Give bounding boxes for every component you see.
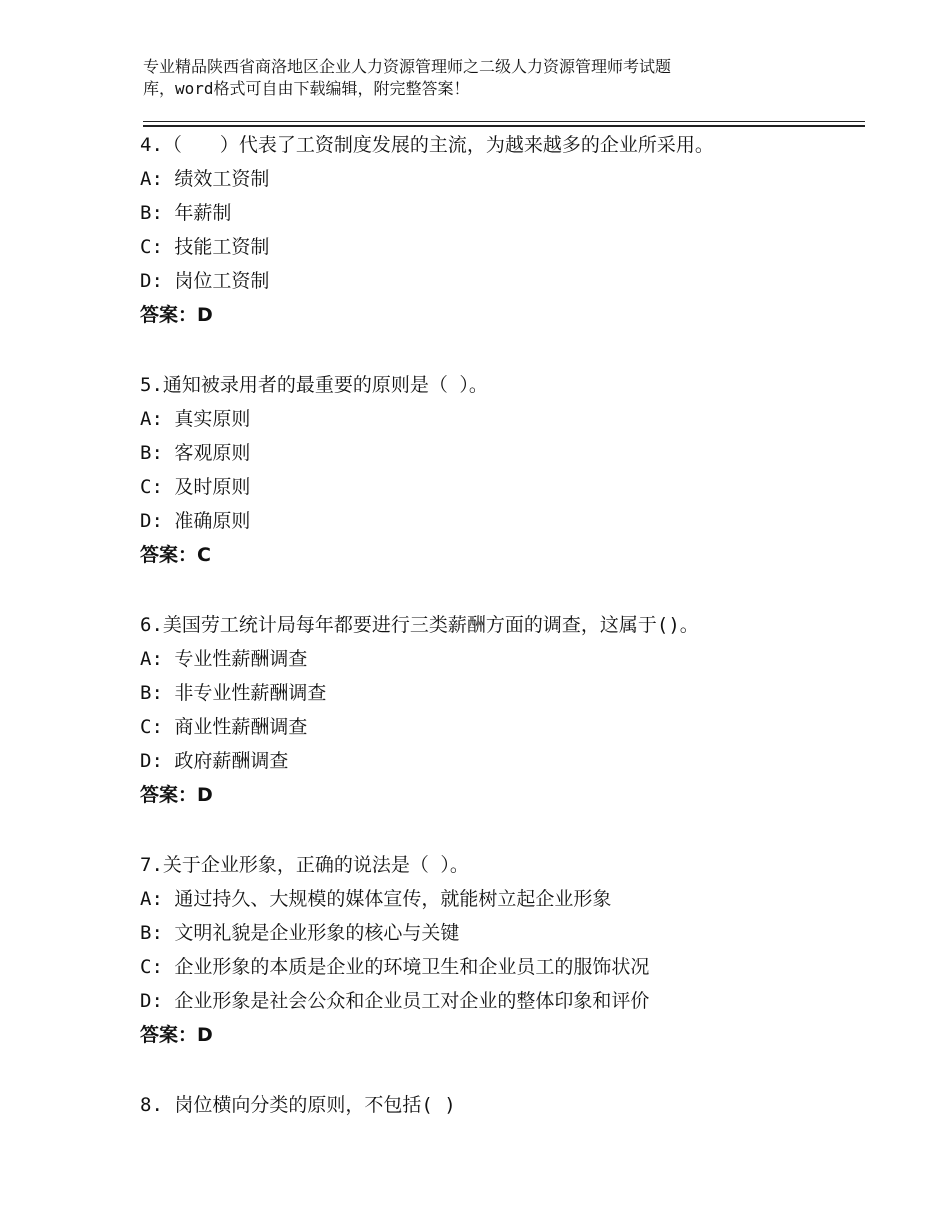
header-rule-thick	[143, 125, 865, 127]
question-7	[140, 851, 860, 1055]
option-b: B: 非专业性薪酬调查	[140, 682, 327, 704]
option-a: A: 真实原则	[140, 408, 251, 430]
header-line-1: 专业精品陕西省商洛地区企业人力资源管理师之二级人力资源管理师考试题	[143, 57, 672, 76]
option-c: C: 技能工资制	[140, 236, 270, 258]
option-b: B: 文明礼貌是企业形象的核心与关键	[140, 922, 460, 944]
option-a: A: 绩效工资制	[140, 168, 270, 190]
option-d: D: 岗位工资制	[140, 270, 270, 292]
option-d: D: 准确原则	[140, 510, 251, 532]
option-a: A: 专业性薪酬调查	[140, 648, 308, 670]
option-d: D: 企业形象是社会公众和企业员工对企业的整体印象和评价	[140, 990, 650, 1012]
option-c: C: 企业形象的本质是企业的环境卫生和企业员工的服饰状况	[140, 956, 650, 978]
option-c: C: 商业性薪酬调查	[140, 716, 308, 738]
question-8	[140, 1091, 860, 1125]
option-b: B: 年薪制	[140, 202, 232, 224]
question-5	[140, 371, 860, 575]
option-b: B: 客观原则	[140, 442, 251, 464]
question-6	[140, 611, 860, 815]
answer: 答案：C	[140, 544, 211, 566]
question-text: 8. 岗位横向分类的原则，不包括( )	[140, 1094, 456, 1116]
header-line-2: 库，word格式可自由下载编辑，附完整答案！	[143, 79, 470, 98]
question-list	[140, 131, 860, 1125]
question-4	[140, 131, 860, 335]
question-text: 5.通知被录用者的最重要的原则是（ ）。	[140, 374, 488, 396]
answer: 答案：D	[140, 304, 213, 326]
question-text: 4.（ ）代表了工资制度发展的主流，为越来越多的企业所采用。	[140, 134, 714, 156]
answer: 答案：D	[140, 1024, 213, 1046]
question-text: 6.美国劳工统计局每年都要进行三类薪酬方面的调查，这属于()。	[140, 614, 699, 636]
document-header	[143, 56, 783, 100]
option-d: D: 政府薪酬调查	[140, 750, 289, 772]
spacer	[140, 575, 860, 611]
option-a: A: 通过持久、大规模的媒体宣传，就能树立起企业形象	[140, 888, 612, 910]
spacer	[140, 815, 860, 851]
spacer	[140, 335, 860, 371]
spacer	[140, 1055, 860, 1091]
answer: 答案：D	[140, 784, 213, 806]
header-rule-thin	[143, 121, 865, 122]
question-text: 7.关于企业形象，正确的说法是（ ）。	[140, 854, 469, 876]
option-c: C: 及时原则	[140, 476, 251, 498]
